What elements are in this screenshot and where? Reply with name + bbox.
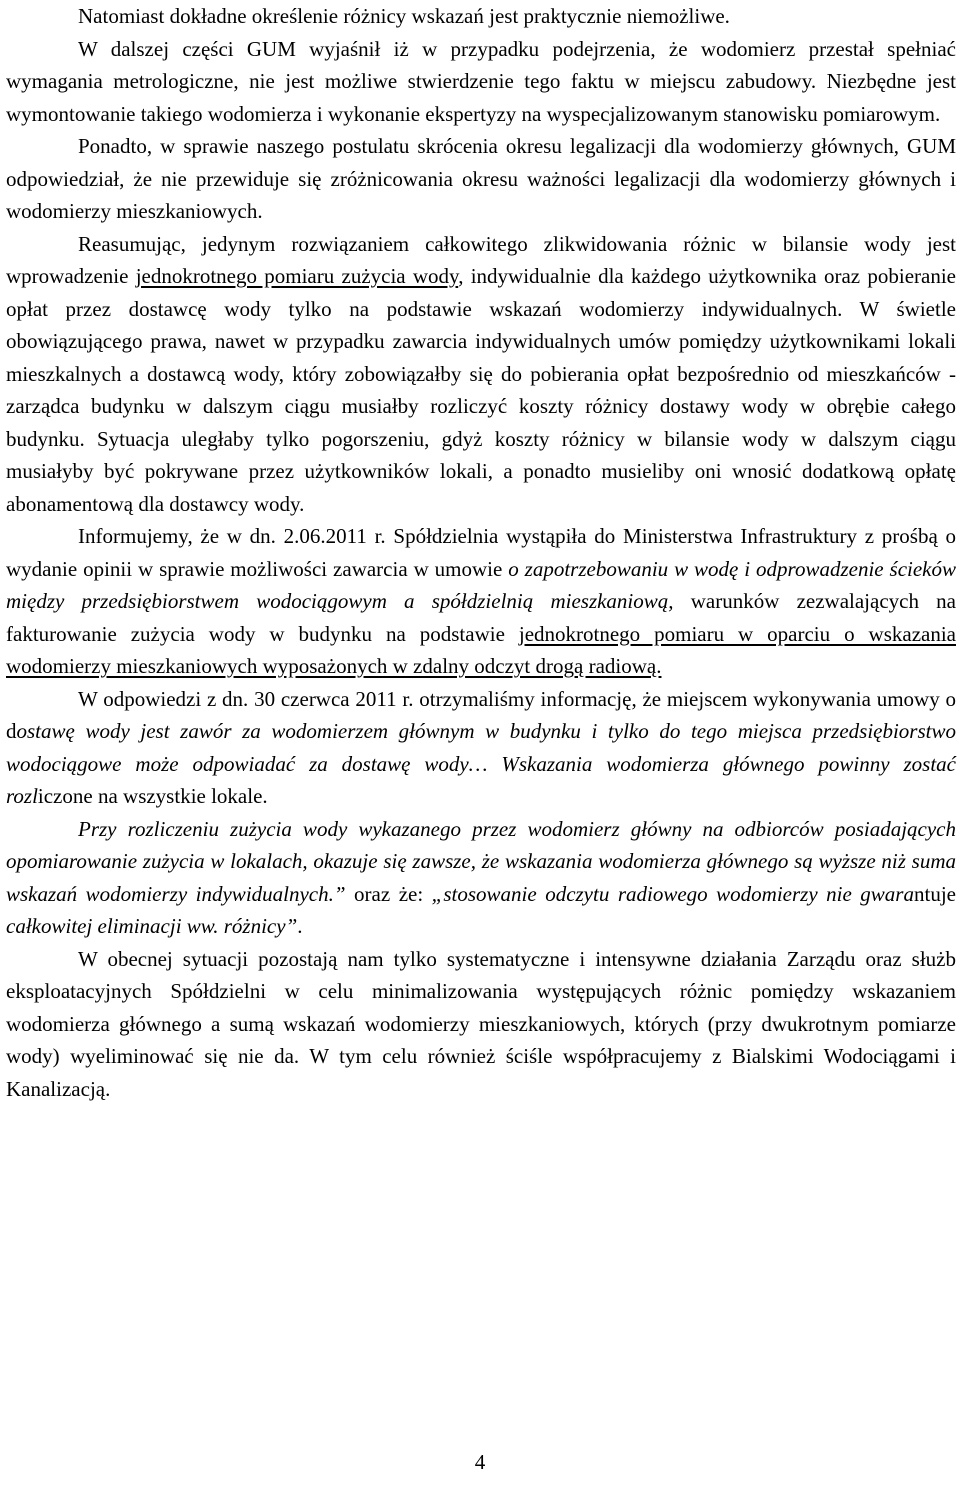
p5-italic-phrase: o zapotrzebowaniu w wodę i odprowadzenie ścieków między przedsiębiorstwem wodociągowym a spółdzielnią mieszkaniową, bbox=[6, 556, 956, 613]
p5-text-a: Informujemy, że w dn. 2.06.2011 r. Spółdzielnia wystąpiła do Ministerstwa Infrastruktury z prośbą o wydanie opinii w sprawie możliwości zawarcia w umowie bbox=[6, 524, 956, 581]
p7-text-b: ntuje bbox=[913, 881, 956, 906]
paragraph-5 bbox=[6, 520, 956, 683]
document-page bbox=[6, 0, 956, 1105]
page-number: 4 bbox=[474, 1450, 486, 1474]
paragraph-7 bbox=[6, 813, 956, 943]
p3-text: Ponadto, w sprawie naszego postulatu skrócenia okresu legalizacji dla wodomierzy głównych, GUM odpowiedział, że nie przewiduje się zróżnicowania okresu ważności legalizacji dla wodomierzy głównych i wodomierzy mieszkaniowych. bbox=[6, 134, 956, 223]
p7-italic-quote-c: całkowitej eliminacji ww. różnicy” bbox=[6, 914, 298, 938]
p7-italic-quote-a: Przy rozliczeniu zużycia wody wykazanego przez wodomierz główny na odbiorców posiadających opomiarowanie zużycia w lokalach, okazuje się zawsze, że wskazania wodomierza głównego są wyższe niż suma wskazań wodomierzy indywidualnych.” bbox=[6, 816, 956, 906]
paragraph-4 bbox=[6, 228, 956, 521]
p4-underlined-phrase: jednokrotnego pomiaru zużycia wody bbox=[135, 264, 459, 288]
p7-italic-quote-b: „stosowanie odczytu radiowego wodomierzy nie gwara bbox=[431, 881, 914, 906]
paragraph-3 bbox=[6, 130, 956, 228]
p7-text-c: . bbox=[297, 914, 303, 938]
p7-text-a: oraz że: bbox=[345, 881, 432, 906]
p5-text-b: warunków zezwalających na fakturowanie zużycia wody w budynku na podstawie bbox=[6, 589, 956, 646]
p6-italic-quote: ostawę wody jest zawór za wodomierzem głównym w budynku i tylko do tego miejsca przedsiębiorstwo wodociągowe może odpowiadać za dostawę wody… Wskazania wodomierza głównego powinny zostać rozl bbox=[6, 719, 956, 808]
paragraph-2 bbox=[6, 33, 956, 131]
p4-text-b: , indywidualnie dla każdego użytkownika oraz pobieranie opłat przez dostawcę wody tylko na podstawie wskazań wodomierzy indywidualnych. W świetle obowiązującego prawa, nawet w przypadku zawarcia indywidualnych umów pomiędzy użytkownikami lokali mieszkalnych a dostawcą wody, który zobowiązałby się do pobierania opłat bezpośrednio od mieszkańców - zarządca budynku w dalszym ciągu musiałby rozliczyć koszty różnicy dostawy wody w obrębie całego budynku. Sytuacja uległaby tylko pogorszeniu, gdyż koszty różnicy w bilansie wody w dalszym ciągu musiałyby być pokrywane przez użytkowników lokali, a ponadto musieliby oni wnosić dodatkową opłatę abonamentową dla dostawcy wody. bbox=[6, 264, 956, 516]
p5-underlined-phrase: jednokrotnego pomiaru w oparciu o wskazania wodomierzy mieszkaniowych wyposażonych w zdalny odczyt drogą radiową. bbox=[6, 621, 956, 678]
p8-text: W obecnej sytuacji pozostają nam tylko systematyczne i intensywne działania Zarządu oraz służb eksploatacyjnych Spółdzielni w celu minimalizowania występujących różnic pomiędzy wskazaniem wodomierza głównego a sumą wskazań wodomierzy mieszkaniowych, których (przy dwukrotnym pomiarze wody) wyeliminować się nie da. W tym celu również ściśle współpracujemy z Bialskimi Wodociągami i Kanalizacją. bbox=[6, 946, 956, 1101]
p1-text: Natomiast dokładne określenie różnicy wskazań jest praktycznie niemożliwe. bbox=[78, 4, 730, 28]
paragraph-1 bbox=[6, 0, 956, 33]
p4-text-a: Reasumując, jedynym rozwiązaniem całkowitego zlikwidowania różnic w bilansie wody jest wprowadzenie bbox=[6, 231, 956, 288]
p2-text-b: Niezbędne jest wymontowanie takiego wodomierza i wykonanie ekspertyzy na wyspecjalizowanym stanowisku pomiarowym. bbox=[6, 69, 956, 126]
paragraph-8 bbox=[6, 943, 956, 1106]
paragraph-6 bbox=[6, 683, 956, 813]
p2-text-a: W dalszej części GUM wyjaśnił iż w przypadku podejrzenia, że wodomierz przestał spełniać wymagania metrologiczne, nie jest możliwe stwierdzenie tego faktu w miejscu zabudowy. bbox=[6, 36, 956, 93]
p6-text-a: W odpowiedzi z dn. 30 czerwca 2011 r. otrzymaliśmy informację, że miejscem wykonywania umowy o d bbox=[6, 686, 956, 743]
p6-text-b: iczone na wszystkie lokale. bbox=[37, 784, 268, 808]
